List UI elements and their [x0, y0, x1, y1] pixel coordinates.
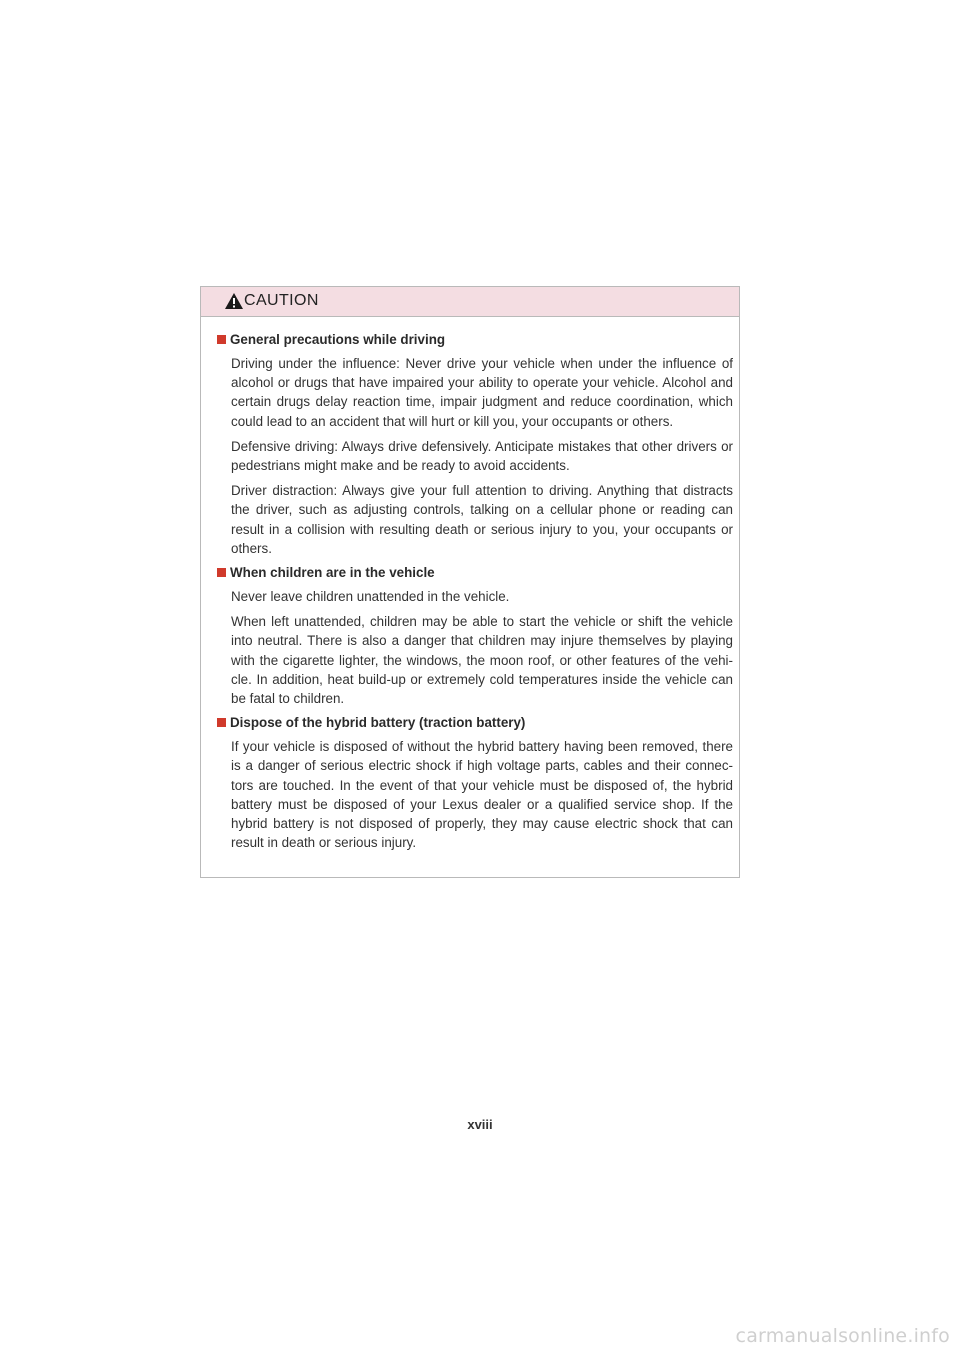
paragraph: Never leave children unattended in the vehicle.: [231, 589, 510, 605]
caution-box: [200, 286, 740, 878]
page-number: xviii: [467, 1117, 493, 1132]
warning-triangle-icon: [224, 292, 244, 310]
section-title: [217, 331, 733, 348]
watermark-text[interactable]: carmanualsonline.info: [735, 1325, 950, 1347]
section-title-text: General precautions while driving: [230, 332, 446, 347]
caution-header: [201, 287, 739, 317]
section-hybrid-battery-disposal: [217, 714, 733, 852]
paragraph: When left unattended, children may be able to start the vehicle or shift the vehicle into neutral. There is also a danger that children may injure themselves by playing with the cigarette lighter, the windows, the moon roof, or other features of the vehi-cle. In addition, heat build-up or extremely cold temperatures inside the vehicle can be fatal to children.: [231, 614, 733, 707]
paragraph: Driver distraction: Always give your full attention to driving. Anything that distracts the driver, such as adjusting controls, talking on a cellular phone or reading can result in a collision with resulting death or serious injury to you, your occupants or others.: [231, 483, 733, 556]
caution-body: [201, 317, 739, 852]
section-title-text: Dispose of the hybrid battery (traction battery): [230, 715, 526, 731]
section-children-in-vehicle: [217, 564, 733, 708]
paragraph: Driving under the influence: Never drive your vehicle when under the influence of alcohol or drugs that have impaired your ability to operate your vehicle. Alcohol and certain drugs delay reaction time, impair judgment and reduce coordination, which could lead to an accident that will hurt or kill you, your occupants or others.: [231, 356, 733, 429]
paragraph: If your vehicle is disposed of without the hybrid battery having been removed, there is a danger of serious electric shock if high voltage parts, cables and their connec-tors are touched. In the event of that your vehicle must be disposed of, the hybrid battery must be disposed of your Lexus dealer or a qualified service shop. If the hybrid battery is not disposed of properly, they may cause electric shock that can result in death or serious injury.: [231, 739, 733, 851]
red-square-bullet-icon: [217, 718, 226, 727]
red-square-bullet-icon: [217, 568, 226, 577]
section-title: [217, 564, 733, 581]
section-general-precautions: [217, 331, 733, 558]
section-title: [217, 714, 733, 731]
red-square-bullet-icon: [217, 335, 226, 344]
section-title-text: When children are in the vehicle: [230, 565, 435, 581]
caution-title: CAUTION: [244, 292, 319, 309]
paragraph: Defensive driving: Always drive defensively. Anticipate mistakes that other drivers or pedestrians might make and be ready to avoid accidents.: [231, 438, 733, 474]
